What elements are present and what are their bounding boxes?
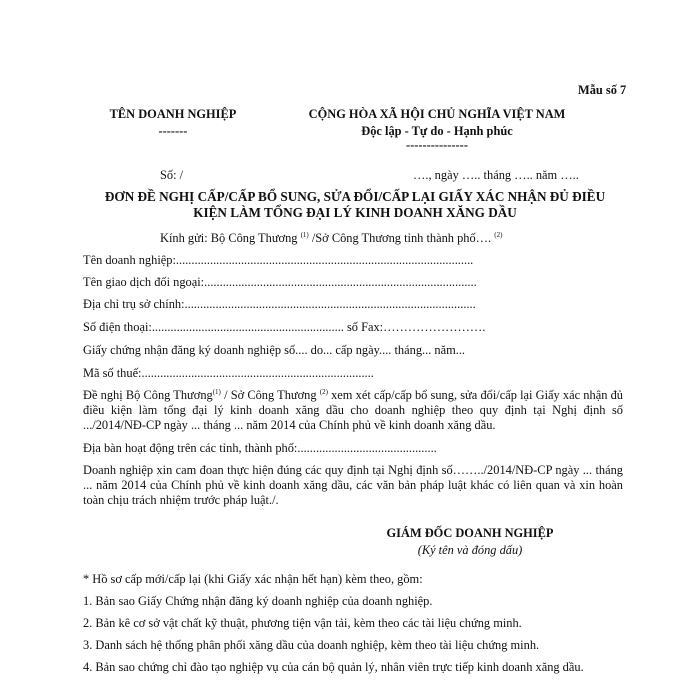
- signature-title: GIÁM ĐỐC DOANH NGHIỆP: [386, 526, 554, 540]
- republic-title: CỘNG HÒA XÃ HỘI CHỦ NGHĨA VIỆT NAM: [308, 107, 566, 121]
- company-dash: -------: [158, 124, 188, 138]
- attachments-heading: * Hồ sơ cấp mới/cấp lại (khi Giấy xác nhận hết hạn) kèm theo, gồm:: [83, 572, 423, 586]
- operating-area: Địa bàn hoạt động trên các tỉnh, thành phố:.............................................: [83, 441, 437, 455]
- motto-dash: ---------------: [406, 138, 468, 152]
- attachment-item-2: 2. Bản kê cơ sở vật chất kỹ thuật, phương tiện vận tải, kèm theo các tài liệu chứng minh.: [83, 616, 522, 630]
- document-title-line-2: KIỆN LÀM TỔNG ĐẠI LÝ KINH DOANH XĂNG DẦU: [193, 205, 517, 220]
- request-paragraph: Đề nghị Bộ Công Thương$^{(1)}$ / Sở Công Thương $^{(2)}$ xem xét cấp/cấp bổ sung, sửa đổi/cấp lại Giấy xác nhận đủ điều kiện làm tổng đại lý kinh doanh xăng dầu cho doanh nghiệp theo quy định tại Nghị định số .../2014/NĐ-CP ngày ... tháng ... năm 2014 của Chính phủ về kinh doanh xăng dầu.: [83, 388, 623, 432]
- field-trade-name: Tên giao dịch đối ngoại:........................................................................................: [83, 275, 477, 289]
- field-address: Địa chỉ trụ sở chính:..............................................................................................: [83, 297, 476, 311]
- field-company-name: Tên doanh nghiệp:................................................................................................: [83, 253, 474, 267]
- document-number: Số: /: [160, 168, 184, 182]
- date-line: …., ngày ….. tháng ….. năm …..: [413, 168, 579, 182]
- attachment-item-3: 3. Danh sách hệ thống phân phối xăng dầu của doanh nghiệp, kèm theo tài liệu chứng minh.: [83, 638, 540, 652]
- company-name: TÊN DOANH NGHIỆP: [109, 107, 237, 121]
- motto: Độc lập - Tự do - Hạnh phúc: [361, 124, 513, 138]
- form-number: Mẫu số 7: [578, 83, 627, 97]
- field-phone-fax: Số điện thoại:.............................................................. số Fax:…………………….: [83, 320, 486, 334]
- field-registration: Giấy chứng nhận đăng ký doanh nghiệp số.... do... cấp ngày.... tháng... năm...: [83, 343, 466, 357]
- attachment-item-1: 1. Bản sao Giấy Chứng nhận đăng ký doanh nghiệp của doanh nghiệp.: [83, 594, 433, 608]
- attachment-item-4: 4. Bản sao chứng chỉ đào tạo nghiệp vụ của cán bộ quản lý, nhân viên trực tiếp kinh doanh xăng dầu.: [83, 660, 584, 674]
- field-tax-code: Mã số thuế:...........................................................................: [83, 366, 374, 380]
- commitment-paragraph: Doanh nghiệp xin cam đoan thực hiện đúng các quy định tại Nghị định số……../2014/NĐ-CP ngày ... tháng ... năm 2014 của Chính phủ về kinh doanh xăng dầu, các văn bản pháp luật khác có liên quan và xin hoàn toàn chịu trách nhiệm trước pháp luật./.: [83, 463, 623, 507]
- recipient-line: Kính gửi: Bộ Công Thương $^{(1)}$ /Sở Công Thương tỉnh thành phố…. $^{(2)}$: [160, 231, 503, 245]
- document-title-line-1: ĐƠN ĐỀ NGHỊ CẤP/CẤP BỔ SUNG, SỬA ĐỔI/CẤP LẠI GIẤY XÁC NHẬN ĐỦ ĐIỀU: [104, 189, 606, 204]
- signature-note: (Ký tên và đóng dấu): [417, 543, 523, 557]
